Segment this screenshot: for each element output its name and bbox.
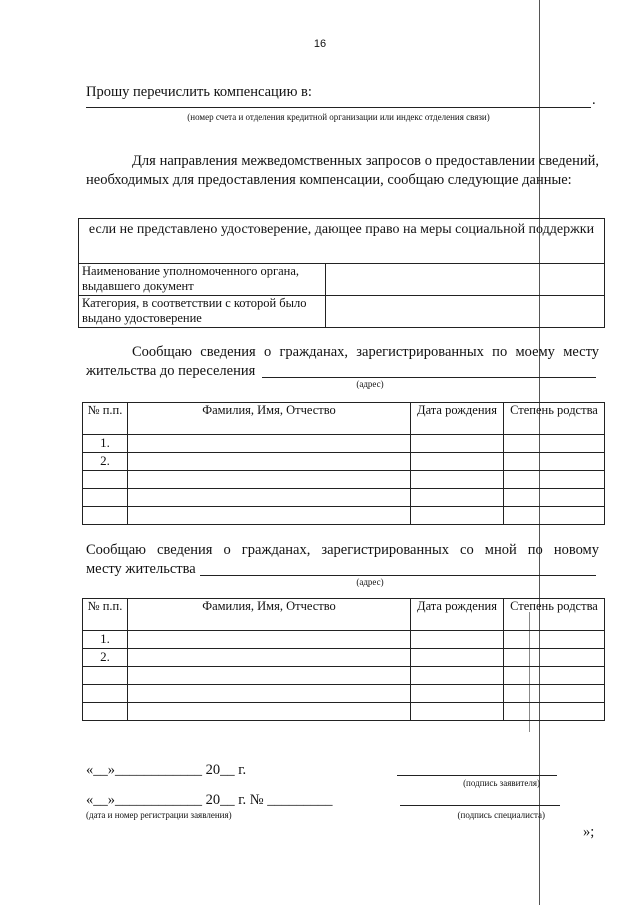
col-num-header: № п.п. <box>83 403 128 435</box>
section1-address-line <box>262 377 596 378</box>
registration-caption: (дата и номер регистрации заявления) <box>86 810 232 820</box>
relation-cell[interactable] <box>504 471 605 489</box>
col-relation-header: Степень родства <box>504 403 605 435</box>
relation-cell[interactable] <box>504 703 605 721</box>
row-number <box>83 703 128 721</box>
relation-cell[interactable] <box>504 453 605 471</box>
row-number: 2. <box>83 649 128 667</box>
name-cell[interactable] <box>128 471 411 489</box>
table-row <box>83 631 605 649</box>
name-cell[interactable] <box>128 489 411 507</box>
specialist-signature-line <box>400 805 560 806</box>
table-row <box>83 703 605 721</box>
table-row <box>83 489 605 507</box>
relation-cell[interactable] <box>504 507 605 525</box>
table-row <box>83 649 605 667</box>
section2-text-line1: Сообщаю сведения о гражданах, зарегистрированных со мной по новому <box>86 542 599 558</box>
relation-cell[interactable] <box>504 489 605 507</box>
name-cell[interactable] <box>128 649 411 667</box>
col-relation-header: Степень родства <box>504 599 605 631</box>
dob-cell[interactable] <box>411 703 504 721</box>
row-number <box>83 489 128 507</box>
row-number: 2. <box>83 453 128 471</box>
category-value[interactable] <box>326 296 605 328</box>
applicant-signature-line <box>397 775 557 776</box>
row-number <box>83 667 128 685</box>
compensation-label: Прошу перечислить компенсацию в: <box>86 84 312 100</box>
name-cell[interactable] <box>128 631 411 649</box>
relation-cell[interactable] <box>504 631 605 649</box>
name-cell[interactable] <box>128 703 411 721</box>
relation-cell[interactable] <box>504 435 605 453</box>
section1-text-line1: Сообщаю сведения о гражданах, зарегистрированных по моему месту <box>132 344 599 360</box>
dob-cell[interactable] <box>411 649 504 667</box>
applicant-signature-caption: (подпись заявителя) <box>463 778 540 788</box>
table-row <box>83 435 605 453</box>
table-row <box>83 685 605 703</box>
registration-date-line: «__»____________ 20__ г. № _________ <box>86 792 333 808</box>
relation-cell[interactable] <box>504 685 605 703</box>
name-cell[interactable] <box>128 453 411 471</box>
name-cell[interactable] <box>128 685 411 703</box>
relation-cell[interactable] <box>504 649 605 667</box>
row-number: 1. <box>83 631 128 649</box>
issuing-authority-value[interactable] <box>326 264 605 296</box>
section2-address-line <box>200 575 596 576</box>
account-caption: (номер счета и отделения кредитной организации или индекс отделения связи) <box>187 112 490 122</box>
category-label: Категория, в соответствии с которой было выдано удостоверение <box>79 296 326 328</box>
table-row <box>83 471 605 489</box>
row-number <box>83 685 128 703</box>
dob-cell[interactable] <box>411 435 504 453</box>
row-number: 1. <box>83 435 128 453</box>
row-number <box>83 471 128 489</box>
page-number: 16 <box>313 38 327 50</box>
section2-table <box>82 598 605 721</box>
dob-cell[interactable] <box>411 489 504 507</box>
dob-cell[interactable] <box>411 507 504 525</box>
section1-text-line2: жительства до переселения <box>86 363 256 379</box>
table-row <box>83 453 605 471</box>
table-row <box>83 667 605 685</box>
col-num-header: № п.п. <box>83 599 128 631</box>
closing-mark: »; <box>583 824 595 840</box>
section2-text-line2: месту жительства <box>86 561 196 577</box>
relation-cell[interactable] <box>504 667 605 685</box>
certificate-table <box>78 218 605 328</box>
dob-cell[interactable] <box>411 631 504 649</box>
issuing-authority-label: Наименование уполномоченного органа, выдавшего документ <box>79 264 326 296</box>
col-name-header: Фамилия, Имя, Отчество <box>128 403 411 435</box>
section2-address-caption: (адрес) <box>356 577 384 587</box>
account-line <box>86 107 591 108</box>
col-name-header: Фамилия, Имя, Отчество <box>128 599 411 631</box>
dob-cell[interactable] <box>411 471 504 489</box>
certificate-table-header: если не представлено удостоверение, дающее право на меры социальной поддержки <box>79 219 605 264</box>
col-dob-header: Дата рождения <box>411 599 504 631</box>
dob-cell[interactable] <box>411 685 504 703</box>
col-dob-header: Дата рождения <box>411 403 504 435</box>
dob-cell[interactable] <box>411 667 504 685</box>
row-number <box>83 507 128 525</box>
section1-address-caption: (адрес) <box>356 379 384 389</box>
name-cell[interactable] <box>128 435 411 453</box>
name-cell[interactable] <box>128 667 411 685</box>
intro-paragraph: Для направления межведомственных запросов о предоставлении сведений, необходимых для предоставления компенсации, сообщаю следующие данные: <box>86 153 599 188</box>
section1-table <box>82 402 605 525</box>
dob-cell[interactable] <box>411 453 504 471</box>
table-row <box>83 507 605 525</box>
specialist-signature-caption: (подпись специалиста) <box>457 810 545 820</box>
trailing-dot: . <box>592 92 596 108</box>
application-date-line: «__»____________ 20__ г. <box>86 762 247 778</box>
name-cell[interactable] <box>128 507 411 525</box>
